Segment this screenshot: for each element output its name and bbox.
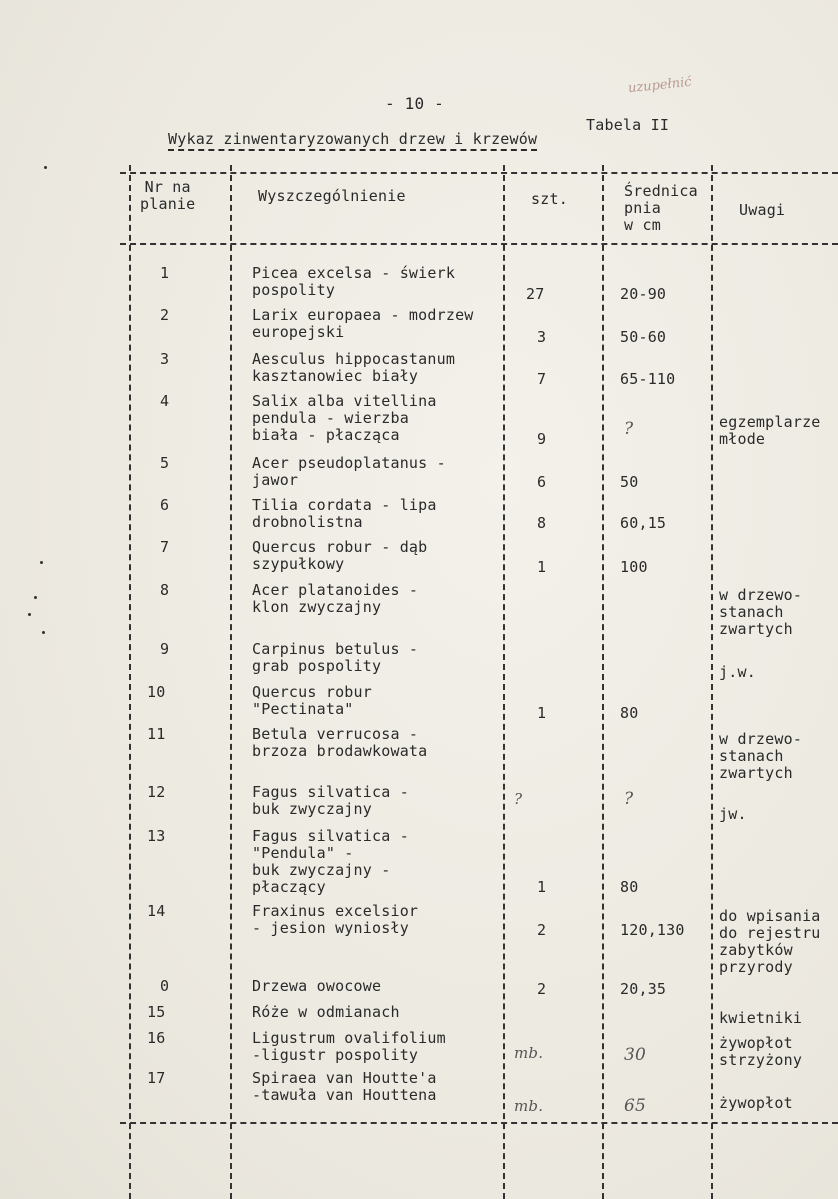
header-diameter: Średnica pnia w cm [624,182,698,234]
row-number: 7 [160,538,170,556]
row-quantity: 7 [537,370,547,388]
header-name: Wyszczególnienie [258,187,406,205]
column-divider [230,165,232,1199]
row-diameter: 50-60 [620,328,667,346]
row-number: 16 [147,1029,166,1047]
row-description: Quercus robur "Pectinata" [252,683,372,718]
row-notes: do wpisania do rejestru zabytków przyrody [719,907,821,976]
row-number: 8 [160,581,170,599]
row-description: Róże w odmianach [252,1003,400,1021]
row-number: 10 [147,683,166,701]
column-divider [602,165,604,1199]
row-diameter: ? [624,789,634,809]
column-divider [711,165,713,1199]
row-description: Carpinus betulus - grab pospolity [252,640,419,675]
page-number: - 10 - [385,94,444,113]
row-description: Picea excelsa - świerk pospolity [252,264,456,299]
row-number: 1 [160,264,170,282]
row-diameter: 100 [620,558,648,576]
row-number: 11 [147,725,166,743]
row-quantity: 1 [537,558,547,576]
row-notes: w drzewo- stanach zwartych [719,586,803,638]
row-notes: żywopłot strzyżony [719,1034,803,1069]
table-label: Tabela II [586,116,670,134]
row-diameter: 65 [624,1096,647,1116]
row-number: 6 [160,496,170,514]
row-diameter: ? [624,419,634,439]
row-description: Betula verrucosa - brzoza brodawkowata [252,725,428,760]
row-diameter: 30 [624,1045,647,1065]
margin-dot [28,613,31,616]
header-bottom-rule [120,243,838,245]
table-top-rule [120,172,838,174]
row-quantity: 8 [537,514,547,532]
row-number: 17 [147,1069,166,1087]
row-description: Salix alba vitellina pendula - wierzba biała - płacząca [252,392,437,444]
header-qty: szt. [531,190,568,208]
row-quantity: 3 [537,328,547,346]
row-description: Larix europaea - modrzew europejski [252,306,474,341]
row-notes: w drzewo- stanach zwartych [719,730,803,782]
row-description: Fagus silvatica - buk zwyczajny [252,783,409,818]
row-quantity: 6 [537,473,547,491]
row-notes: żywopłot [719,1094,793,1112]
page-title: Wykaz zinwentaryzowanych drzew i krzewów [168,131,537,151]
row-diameter: 80 [620,878,639,896]
margin-dot [42,631,45,634]
column-divider [503,165,505,1199]
row-notes: egzemplarze młode [719,413,821,448]
row-description: Aesculus hippocastanum kasztanowiec biały [252,350,456,385]
row-diameter: 80 [620,704,639,722]
header-nr: Nr na planie [140,178,196,213]
row-number: 4 [160,392,170,410]
margin-dot [34,596,37,599]
row-quantity: 2 [537,980,547,998]
row-description: Acer pseudoplatanus - jawor [252,454,446,489]
row-quantity: mb. [514,1044,544,1062]
row-notes: kwietniki [719,1009,803,1027]
row-description: Fraxinus excelsior - jesion wyniosły [252,902,419,937]
row-quantity: 9 [537,430,547,448]
row-number: 15 [147,1003,166,1021]
row-diameter: 20,35 [620,980,667,998]
row-quantity: 1 [537,704,547,722]
row-diameter: 65-110 [620,370,676,388]
row-notes: jw. [719,805,747,823]
row-quantity: 27 [526,285,545,303]
row-number: 0 [160,977,170,995]
row-number: 12 [147,783,166,801]
row-diameter: 60,15 [620,514,667,532]
row-description: Spiraea van Houtte'a -tawuła van Houttena [252,1069,437,1104]
row-number: 2 [160,306,170,324]
row-quantity: ? [514,790,523,808]
row-quantity: 2 [537,921,547,939]
row-number: 5 [160,454,170,472]
row-description: Quercus robur - dąb szypułkowy [252,538,428,573]
row-number: 14 [147,902,166,920]
handwritten-note: uzupełnić [627,74,693,97]
row-number: 9 [160,640,170,658]
row-notes: j.w. [719,663,756,681]
row-description: Drzewa owocowe [252,977,382,995]
row-description: Acer platanoides - klon zwyczajny [252,581,419,616]
row-number: 3 [160,350,170,368]
row-diameter: 120,130 [620,921,685,939]
margin-dot [44,166,47,169]
header-notes: Uwagi [739,201,786,219]
row-diameter: 20-90 [620,285,667,303]
table-left-border [129,165,131,1199]
row-quantity: mb. [514,1097,544,1115]
row-description: Tilia cordata - lipa drobnolistna [252,496,437,531]
row-description: Fagus silvatica - "Pendula" - buk zwyczajny - płaczący [252,827,409,896]
row-number: 13 [147,827,166,845]
margin-dot [40,561,43,564]
table-bottom-rule [120,1122,838,1124]
row-description: Ligustrum ovalifolium -ligustr pospolity [252,1029,446,1064]
row-quantity: 1 [537,878,547,896]
row-diameter: 50 [620,473,639,491]
